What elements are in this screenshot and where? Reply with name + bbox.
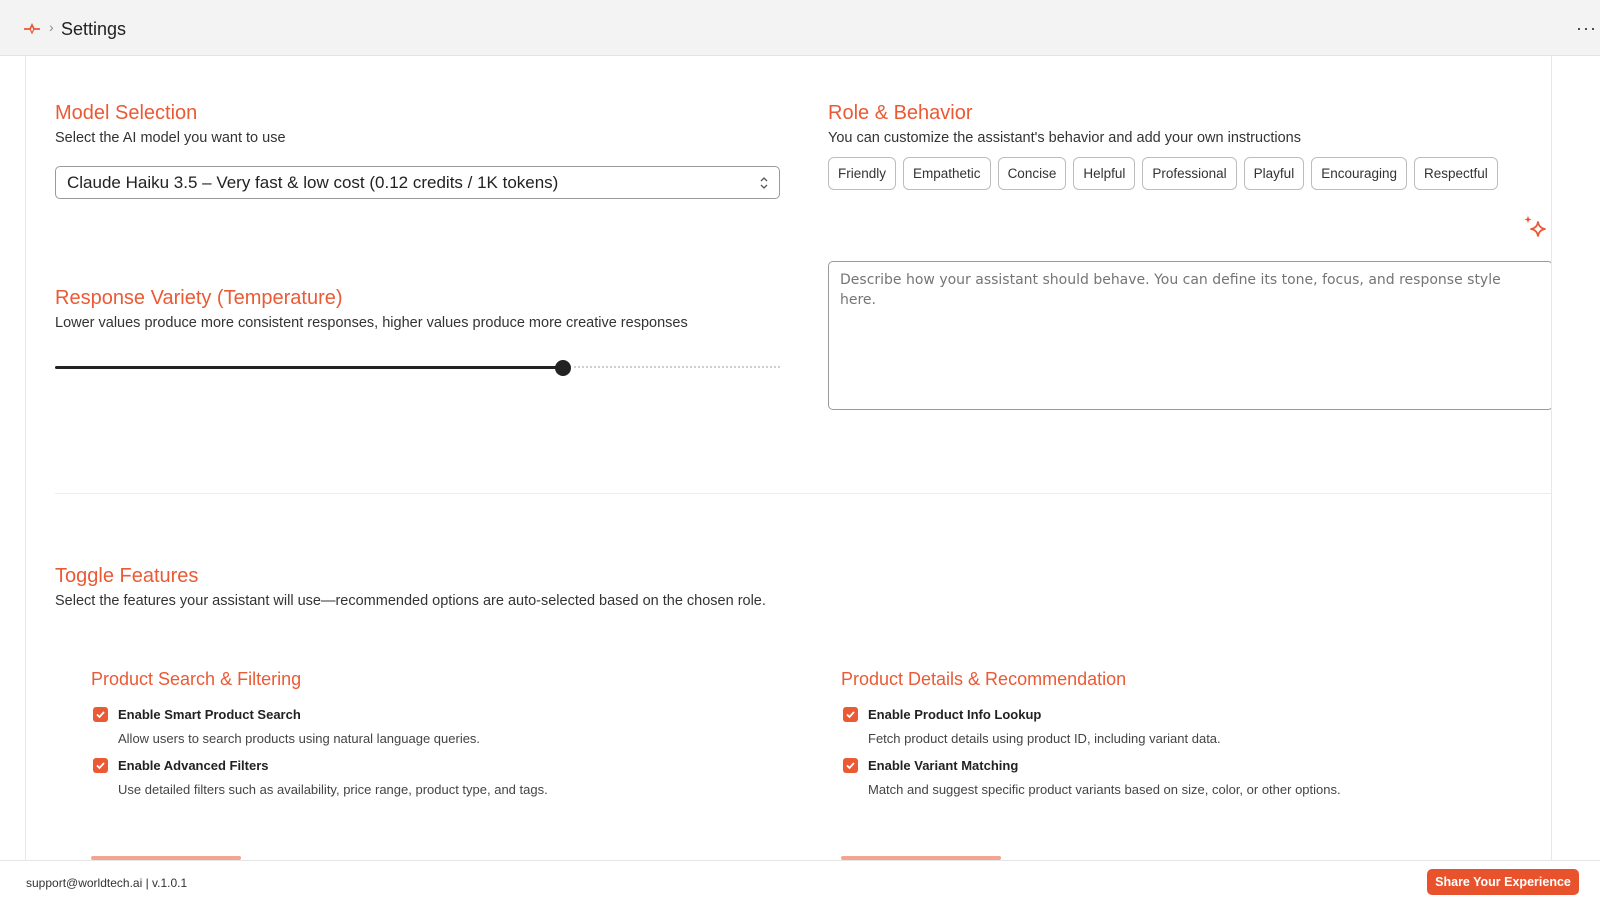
feature-label: Enable Variant Matching	[868, 758, 1019, 773]
model-select[interactable]	[55, 166, 780, 199]
behavior-instructions-textarea[interactable]	[828, 261, 1552, 410]
feature-description: Use detailed filters such as availability, price range, product type, and tags.	[118, 782, 548, 797]
slider-thumb[interactable]	[555, 360, 571, 376]
footer-support-text: support@worldtech.ai | v.1.0.1	[26, 876, 188, 890]
section-divider	[55, 493, 1552, 494]
feature-label: Enable Smart Product Search	[118, 707, 301, 722]
model-select-value: Claude Haiku 3.5 – Very fast & low cost (0.12 credits / 1K tokens)	[67, 173, 559, 192]
feature-description: Match and suggest specific product variants based on size, color, or other options.	[868, 782, 1341, 797]
chip-professional[interactable]: Professional	[1142, 157, 1236, 190]
check-icon	[95, 760, 106, 771]
behavior-chips	[828, 157, 1498, 190]
chip-encouraging[interactable]: Encouraging	[1311, 157, 1407, 190]
model-selection-title: Model Selection	[55, 102, 198, 124]
feature-label: Enable Product Info Lookup	[868, 707, 1042, 722]
check-icon	[845, 709, 856, 720]
slider-track-filled	[55, 366, 563, 369]
check-icon	[845, 760, 856, 771]
check-icon	[95, 709, 106, 720]
checkbox-variant-matching[interactable]	[843, 758, 858, 773]
checkbox-smart-search[interactable]	[93, 707, 108, 722]
sparkle-icon[interactable]	[1523, 214, 1549, 240]
feature-description: Allow users to search products using natural language queries.	[118, 731, 481, 746]
settings-panel	[25, 56, 1552, 860]
chip-concise[interactable]: Concise	[998, 157, 1067, 190]
toggle-features-title: Toggle Features	[55, 565, 199, 587]
toggle-features-description: Select the features your assistant will use—recommended options are auto-selected based on the chosen role.	[55, 593, 766, 609]
feature-description: Fetch product details using product ID, including variant data.	[868, 731, 1221, 746]
temperature-title: Response Variety (Temperature)	[55, 287, 343, 309]
more-horizontal-icon[interactable]: ···	[1576, 18, 1597, 38]
share-experience-button[interactable]: Share Your Experience	[1427, 869, 1579, 895]
chip-respectful[interactable]: Respectful	[1414, 157, 1498, 190]
chip-helpful[interactable]: Helpful	[1073, 157, 1135, 190]
group-title-product-details: Product Details & Recommendation	[841, 669, 1127, 689]
role-behavior-description: You can customize the assistant's behavior and add your own instructions	[828, 130, 1301, 146]
chip-empathetic[interactable]: Empathetic	[903, 157, 991, 190]
slider-track-empty	[569, 366, 781, 369]
checkbox-advanced-filters[interactable]	[93, 758, 108, 773]
model-selection-description: Select the AI model you want to use	[55, 130, 286, 146]
chevron-up-down-icon	[759, 174, 769, 192]
checkbox-product-info-lookup[interactable]	[843, 707, 858, 722]
page-title: Settings	[61, 19, 127, 39]
chip-playful[interactable]: Playful	[1244, 157, 1305, 190]
breadcrumb-separator: ›	[49, 19, 54, 35]
temperature-description: Lower values produce more consistent responses, higher values produce more creative responses	[55, 315, 688, 331]
chip-friendly[interactable]: Friendly	[828, 157, 896, 190]
group-title-product-search: Product Search & Filtering	[91, 669, 302, 689]
footer	[0, 860, 1600, 900]
top-bar	[0, 0, 1600, 56]
role-behavior-title: Role & Behavior	[828, 102, 973, 124]
feature-label: Enable Advanced Filters	[118, 758, 269, 773]
app-logo-icon[interactable]	[24, 23, 40, 35]
